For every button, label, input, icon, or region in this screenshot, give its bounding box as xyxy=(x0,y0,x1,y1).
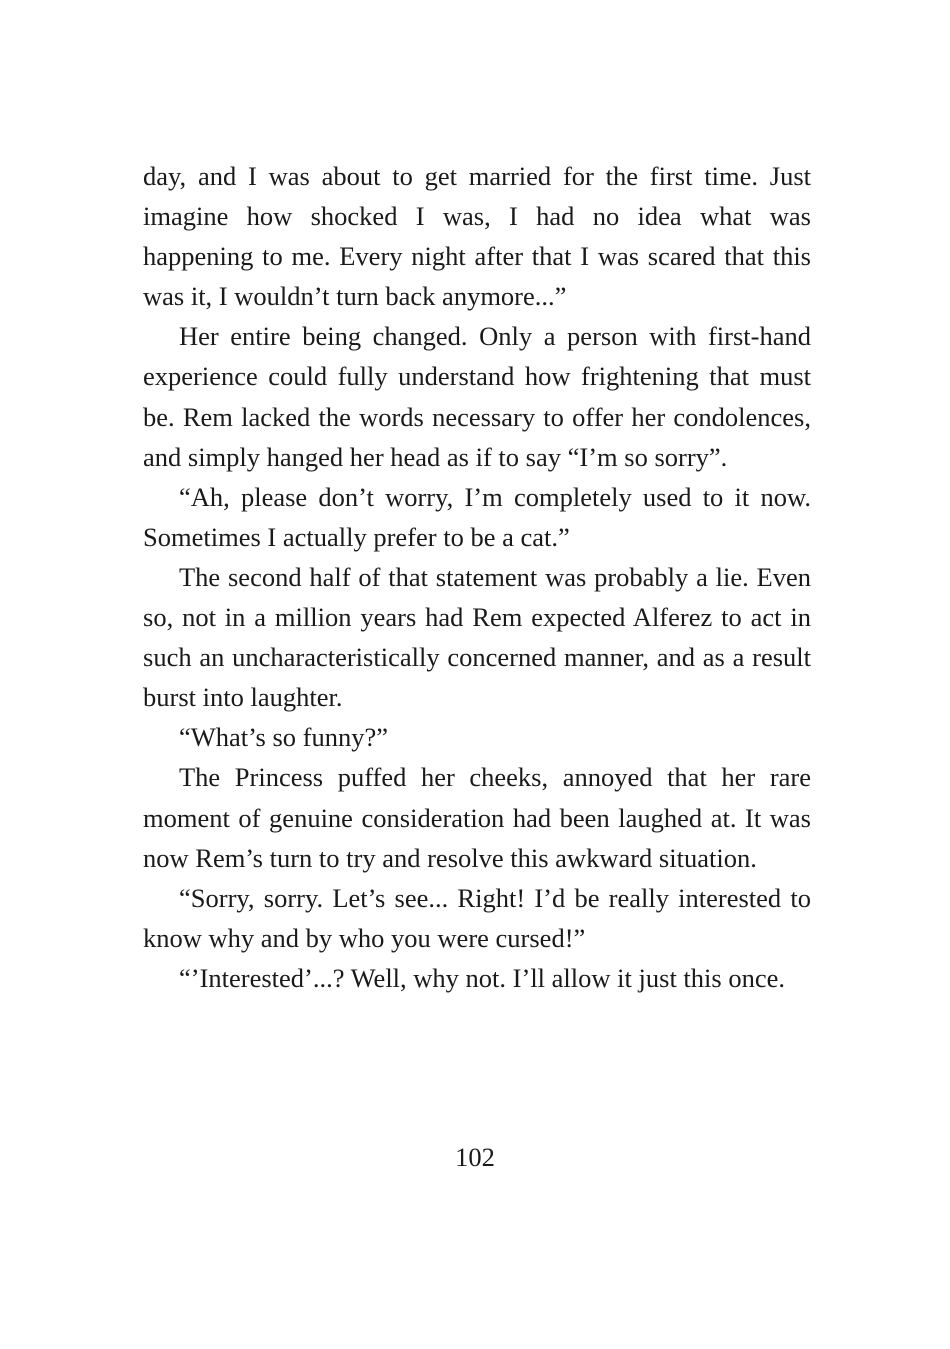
paragraph: “What’s so funny?” xyxy=(179,722,388,753)
paragraph: “Sorry, sorry. Let’s see... Right! I’d be really interested to know why and by who you were cursed!” xyxy=(143,882,811,953)
paragraph: “Ah, please don’t worry, I’m completely used to it now. Sometimes I actually prefer to be a cat.” xyxy=(143,481,811,552)
paragraph: The second half of that statement was probably a lie. Even so, not in a million years had Rem expected Alferez to act in such an uncharacteristically concerned manner, and as a result burst into laughter. xyxy=(143,561,811,713)
paragraph: Her entire being changed. Only a person with first-hand experience could fully understand how frightening that must be. Rem lacked the words necessary to offer her condolences, and simply hanged her head as if to say “I’m so sorry”. xyxy=(143,321,811,472)
body-text xyxy=(143,156,811,998)
paragraph: The Princess puffed her cheeks, annoyed that her rare moment of genuine consideration had been laughed at. It was now Rem’s turn to try and resolve this awkward situation. xyxy=(143,762,811,873)
paragraph-continued: day, and I was about to get married for the first time. Just imagine how shocked I was, I had no idea what was happening to me. Every night after that I was scared that this was it, I wouldn’t turn back anymore...” xyxy=(143,161,811,312)
paragraph: “’Interested’...? Well, why not. I’ll allow it just this once. xyxy=(179,962,785,993)
page-number: 102 xyxy=(455,1142,495,1172)
